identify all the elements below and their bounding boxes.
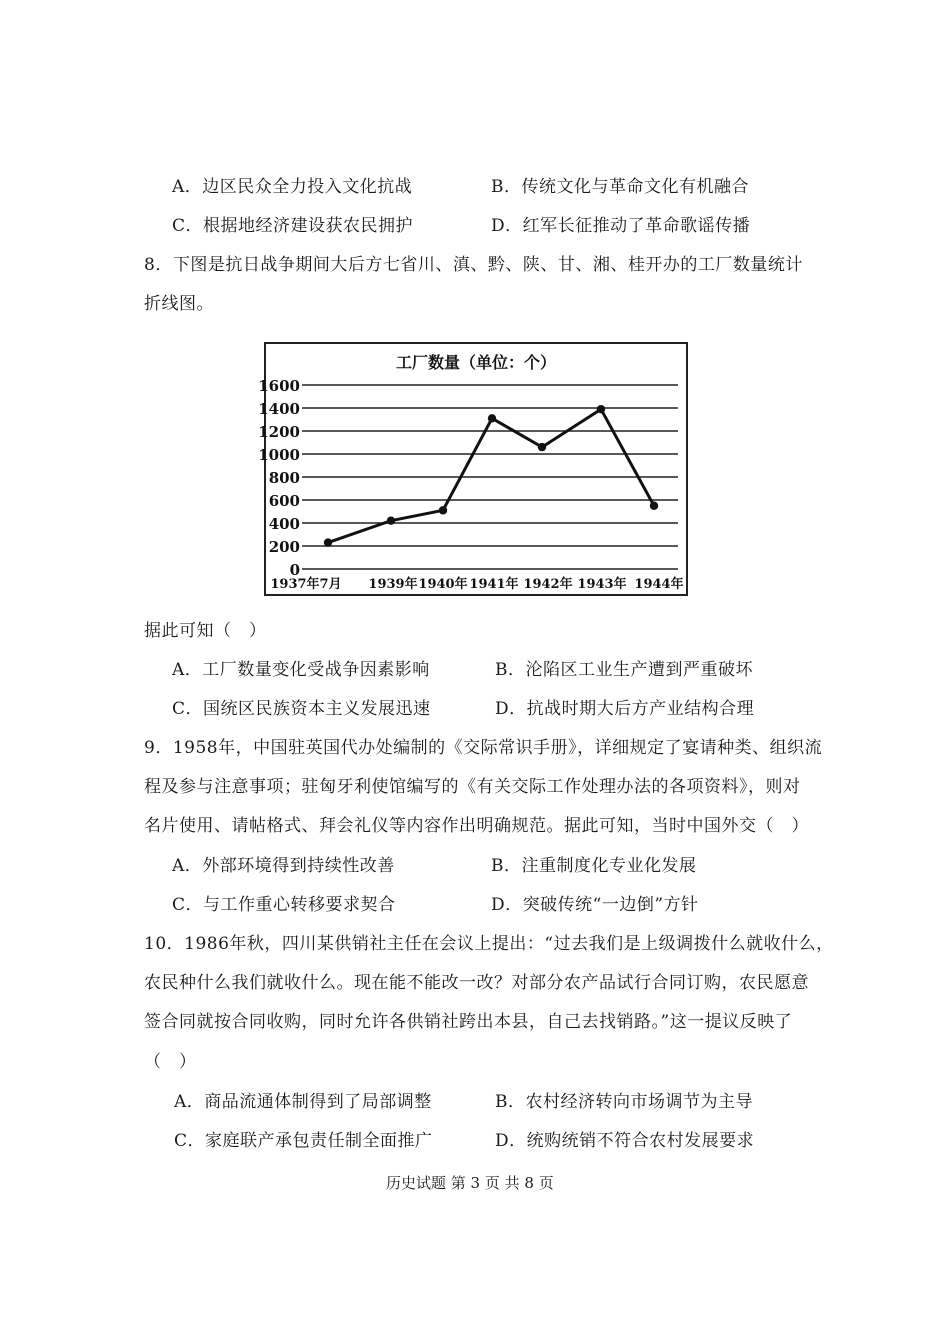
q8-option-d: D．抗战时期大后方产业结构合理 bbox=[495, 699, 755, 719]
q9-option-b: B．注重制度化专业化发展 bbox=[491, 856, 697, 876]
x-tick-label: 1941年 bbox=[469, 577, 519, 592]
y-tick-label: 800 bbox=[268, 469, 300, 487]
q10-stem-line3: 签合同就按合同收购，同时允许各供销社跨出本县，自己去找销路。”这一提议反映了 bbox=[144, 1012, 793, 1032]
q7-option-b: B．传统文化与革命文化有机融合 bbox=[491, 177, 749, 197]
q8-option-c: C．国统区民族资本主义发展迅速 bbox=[172, 699, 431, 719]
q7-option-d: D．红军长征推动了革命歌谣传播 bbox=[491, 216, 751, 236]
q10-option-b: B．农村经济转向市场调节为主导 bbox=[495, 1092, 753, 1112]
q10-option-a: A．商品流通体制得到了局部调整 bbox=[174, 1092, 432, 1112]
data-point bbox=[439, 506, 447, 514]
x-tick-label: 1937年7月 bbox=[270, 577, 342, 592]
y-tick-label: 0 bbox=[289, 561, 300, 579]
data-point bbox=[650, 502, 658, 510]
q8-stem-line2: 折线图。 bbox=[144, 294, 214, 314]
y-tick-label: 1600 bbox=[258, 377, 300, 395]
data-point bbox=[387, 517, 395, 525]
data-point bbox=[538, 443, 546, 451]
q10-stem-line2: 农民种什么我们就收什么。现在能不能改一改？对部分农产品试行合同订购，农民愿意 bbox=[144, 973, 809, 993]
y-tick-label: 1400 bbox=[258, 400, 300, 418]
q9-stem-line2: 程及参与注意事项；驻匈牙利使馆编写的《有关交际工作处理办法的各项资料》，则对 bbox=[144, 777, 801, 797]
q7-option-c: C．根据地经济建设获农民拥护 bbox=[172, 216, 414, 236]
y-tick-label: 1200 bbox=[258, 423, 300, 441]
q8-stem-line1: 8．下图是抗日战争期间大后方七省川、滇、黔、陕、甘、湘、桂开办的工厂数量统计 bbox=[144, 255, 803, 275]
data-point bbox=[324, 538, 332, 546]
x-tick-label: 1939年 bbox=[368, 577, 418, 592]
q10-option-d: D．统购统销不符合农村发展要求 bbox=[495, 1131, 755, 1151]
y-tick-label: 600 bbox=[268, 492, 300, 510]
chart-title: 工厂数量（单位：个） bbox=[395, 353, 557, 372]
factory-count-chart bbox=[258, 342, 688, 596]
data-point bbox=[488, 414, 496, 422]
x-tick-label: 1943年 bbox=[577, 577, 627, 592]
q8-question: 据此可知（ ） bbox=[144, 621, 267, 641]
q10-stem-line1: 10．1986年秋，四川某供销社主任在会议上提出：“过去我们是上级调拨什么就收什么， bbox=[144, 934, 834, 954]
data-point bbox=[597, 405, 605, 413]
x-tick-label: 1944年 bbox=[634, 577, 684, 592]
y-tick-label: 400 bbox=[268, 515, 300, 533]
page-footer: 历史试题 第 3 页 共 8 页 bbox=[386, 1174, 554, 1192]
chart-svg bbox=[258, 344, 686, 594]
q8-option-a: A．工厂数量变化受战争因素影响 bbox=[172, 660, 430, 680]
y-tick-label: 1000 bbox=[258, 446, 300, 464]
q9-stem-line1: 9．1958年，中国驻英国代办处编制的《交际常识手册》，详细规定了宴请种类、组织流 bbox=[144, 738, 823, 758]
q7-option-a: A．边区民众全力投入文化抗战 bbox=[172, 177, 413, 197]
q10-stem-line4: （ ） bbox=[144, 1052, 197, 1072]
x-tick-label: 1940年 bbox=[418, 577, 468, 592]
x-tick-label: 1942年 bbox=[523, 577, 573, 592]
q9-stem-line3: 名片使用、请帖格式、拜会礼仪等内容作出明确规范。据此可知，当时中国外交（ ） bbox=[144, 816, 809, 836]
q8-option-b: B．沦陷区工业生产遭到严重破坏 bbox=[495, 660, 753, 680]
q9-option-d: D．突破传统“一边倒”方针 bbox=[491, 895, 699, 915]
q10-option-c: C．家庭联产承包责任制全面推广 bbox=[174, 1131, 433, 1151]
y-tick-label: 200 bbox=[268, 538, 300, 556]
q9-option-a: A．外部环境得到持续性改善 bbox=[172, 856, 395, 876]
q9-option-c: C．与工作重心转移要求契合 bbox=[172, 895, 396, 915]
